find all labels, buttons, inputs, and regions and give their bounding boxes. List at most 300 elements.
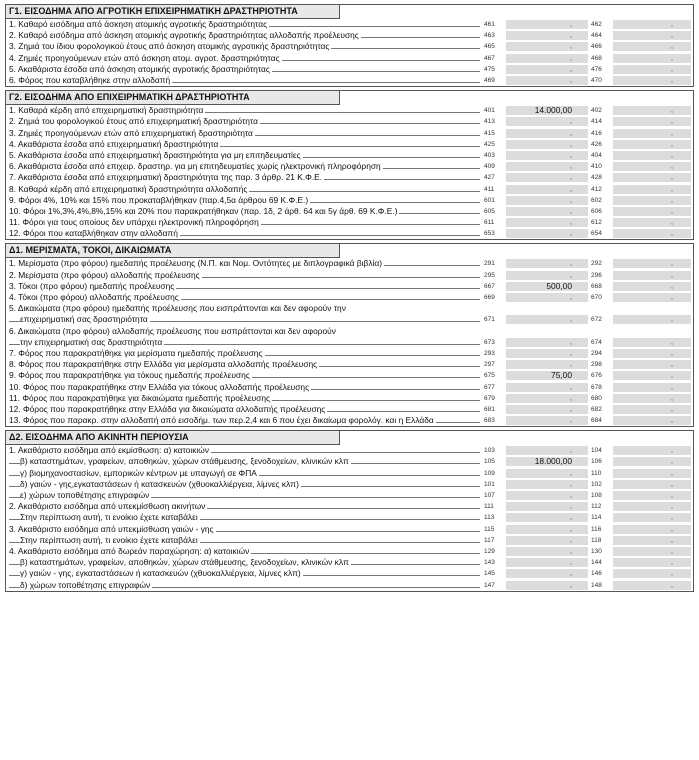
row-label-text: 9. Φόρος που παρακρατήθηκε για τόκους ημεδαπής προέλευσης (9, 370, 250, 381)
row-label-text: Στην περίπτωση αυτή, τι ενοίκιο έχετε καταβάλει (20, 512, 198, 523)
row-label (6, 568, 484, 579)
amount-field-primary[interactable] (506, 383, 588, 392)
field-code: 670 (591, 294, 602, 302)
row-label (6, 382, 484, 393)
form-row (6, 53, 693, 64)
amount-field-primary[interactable] (506, 581, 588, 590)
form-row (6, 445, 693, 456)
row-label-text: 4. Τόκοι (προ φόρου) αλλοδαπής προέλευσης (9, 292, 179, 303)
field-code: 470 (591, 77, 602, 85)
section-title: Γ1. ΕΙΣΟΔΗΜΑ ΑΠΟ ΑΓΡΟΤΙΚΗ ΕΠΙΧΕΙΡΗΜΑΤΙΚΗ ΔΡΑΣΤΗΡΙΟΤΗΤΑ (6, 5, 340, 19)
field-code: 680 (591, 394, 602, 402)
field-code: 667 (484, 282, 495, 290)
row-label (6, 217, 484, 228)
amount-field-secondary[interactable] (613, 383, 691, 392)
amount-field-secondary[interactable] (613, 207, 691, 216)
field-code: 109 (484, 469, 495, 477)
field-code: 105 (484, 458, 495, 466)
row-label-text: 1. Καθαρά κέρδη από επιχειρηματική δραστηριότητα (9, 105, 204, 116)
form-row (6, 579, 693, 590)
row-label-text: 1. Ακαθάριστο εισόδημα από εκμίσθωση: α) κατοικιών (9, 445, 209, 456)
form-row (6, 292, 693, 303)
form-row (6, 348, 693, 359)
field-code: 145 (484, 570, 495, 578)
field-code: 292 (591, 260, 602, 268)
row-label (6, 359, 484, 370)
field-code: 130 (591, 547, 602, 555)
field-code: 107 (484, 492, 495, 500)
field-code: 414 (591, 118, 602, 126)
field-code: 117 (484, 536, 495, 544)
field-code: 412 (591, 185, 602, 193)
amount-field-primary[interactable] (506, 162, 588, 171)
amount-field-primary[interactable] (506, 569, 588, 578)
amount-field-primary[interactable] (506, 207, 588, 216)
amount-field-secondary[interactable] (613, 76, 691, 85)
field-code: 682 (591, 405, 602, 413)
row-label-text: Στην περίπτωση αυτή, τι ενοίκιο έχετε καταβάλει (20, 534, 198, 545)
amount-field-secondary[interactable] (613, 349, 691, 358)
form-row (6, 41, 693, 52)
field-code: 462 (591, 21, 602, 29)
amount-field-secondary[interactable] (613, 117, 691, 126)
field-code: 612 (591, 219, 602, 227)
amount-field-secondary[interactable] (613, 129, 691, 138)
form-row (6, 105, 693, 116)
row-label-text: 4. Ακαθάριστα έσοδα από επιχειρηματική δραστηριότητα (9, 138, 219, 149)
amount-field-secondary[interactable] (613, 173, 691, 182)
row-label (6, 479, 484, 490)
row-label (6, 139, 484, 150)
form-row (6, 172, 693, 183)
form-section (5, 90, 694, 240)
form-row (6, 359, 693, 370)
amount-field-primary[interactable] (506, 513, 588, 522)
form-row (6, 116, 693, 127)
row-label-text: 5. Δικαιώματα (προ φόρου) ημεδαπής προέλευσης που εισπράττονται και δεν αφορούν την (9, 303, 346, 314)
section-title: Γ2. ΕΙΣΟΔΗΜΑ ΑΠΟ ΕΠΙΧΕΙΡΗΜΑΤΙΚΗ ΔΡΑΣΤΗΡΙΟΤΗΤΑ (6, 91, 340, 105)
amount-field-primary[interactable] (506, 315, 588, 324)
row-label (6, 524, 484, 535)
field-code: 295 (484, 271, 495, 279)
field-code: 683 (484, 417, 495, 425)
row-label-text: 8. Καθαρά κέρδη από επιχειρηματική δραστηριότητα αλλοδαπής (9, 183, 248, 194)
field-code: 653 (484, 230, 495, 238)
form-row (6, 393, 693, 404)
form-row (6, 75, 693, 86)
row-label-text: 10. Φόροι 1%,3%,4%,8%,15% και 20% που παρακρατήθηκαν (παρ. 1δ, 2 άρθ. 64 και 5γ άρθ. 69 Κ.Φ.Ε.) (9, 205, 398, 216)
amount-field-primary[interactable] (506, 140, 588, 149)
row-label-text: 12. Φόρος που παρακρατήθηκε στην Ελλάδα για δικαιώματα αλλοδαπής προέλευσης (9, 403, 326, 414)
field-code: 674 (591, 338, 602, 346)
amount-field-primary[interactable] (506, 196, 588, 205)
amount-field-primary[interactable] (506, 405, 588, 414)
amount-field-primary[interactable] (506, 54, 588, 63)
row-label (6, 490, 484, 501)
row-label (6, 184, 484, 195)
row-label (6, 404, 484, 415)
field-code: 402 (591, 107, 602, 115)
amount-field-secondary[interactable] (613, 558, 691, 567)
row-label-text: 2. Ακαθάριστο εισόδημα από υπεκμίσθωση ακινήτων (9, 501, 206, 512)
amount-field-primary[interactable] (506, 229, 588, 238)
row-label-text: ε) χώρων τοποθέτησης επιγραφών (20, 490, 150, 501)
row-label-text: 11. Φόροι για τους οποίους δεν υπάρχει ηλεκτρονική πληροφόρηση (9, 217, 259, 228)
row-label-text: 4. Ακαθάριστο εισόδημα από δωρεάν παραχώρηση: α) κατοικιών (9, 545, 250, 556)
amount-field-primary[interactable] (506, 185, 588, 194)
row-label (6, 161, 484, 172)
amount-field-secondary[interactable] (613, 20, 691, 29)
field-code: 425 (484, 140, 495, 148)
field-code: 606 (591, 207, 602, 215)
row-label-text: 5. Ακαθάριστα έσοδα από άσκηση ατομικής αγροτικής δραστηριότητας (9, 63, 270, 74)
row-label (6, 535, 484, 546)
form-row (6, 456, 693, 467)
amount-field-secondary[interactable] (613, 405, 691, 414)
form-row (6, 228, 693, 239)
form-section (5, 4, 694, 87)
amount-field-primary[interactable] (506, 360, 588, 369)
field-code: 605 (484, 207, 495, 215)
row-label (6, 281, 484, 292)
row-label-text: 1. Μερίσματα (προ φόρου) ημεδαπής προέλευσης (Ν.Π. και Νομ. Οντότητες με διπλογραφικά βιβλία) (9, 258, 383, 269)
amount-field-secondary[interactable] (613, 360, 691, 369)
amount-field-primary[interactable] (506, 349, 588, 358)
amount-field-primary[interactable] (506, 271, 588, 280)
row-label-text: β) καταστημάτων, γραφείων, αποθηκών, χώρων στάθμευσης, ξενοδοχείων, κλινικών κλπ (20, 456, 349, 467)
amount-field-secondary[interactable] (613, 106, 691, 115)
amount-field-primary[interactable]: 18.000,00 (506, 457, 588, 466)
field-code: 669 (484, 294, 495, 302)
section-title: Δ1. ΜΕΡΙΣΜΑΤΑ, ΤΟΚΟΙ, ΔΙΚΑΙΩΜΑΤΑ (6, 244, 340, 258)
row-label-text: β) καταστημάτων, γραφείων, αποθηκών, χώρων στάθμευσης, ξενοδοχείων, κλινικών κλπ (20, 557, 349, 568)
tax-form-page (5, 4, 694, 592)
amount-field-secondary[interactable] (613, 31, 691, 40)
form-row (6, 64, 693, 75)
field-code: 677 (484, 383, 495, 391)
form-row (6, 501, 693, 512)
amount-field-secondary[interactable] (613, 185, 691, 194)
row-label (6, 150, 484, 161)
form-row (6, 19, 693, 30)
amount-field-primary[interactable] (506, 42, 588, 51)
row-label (6, 456, 484, 467)
field-code: 678 (591, 383, 602, 391)
amount-field-primary[interactable] (506, 446, 588, 455)
field-code: 415 (484, 129, 495, 137)
amount-field-secondary[interactable] (613, 315, 691, 324)
field-code: 129 (484, 547, 495, 555)
row-label (6, 53, 484, 64)
field-code: 298 (591, 361, 602, 369)
row-label-text: δ) γαιών - γης,εγκαταστάσεων ή κατασκευών (χθυοκαλλιέργεια, λίμνες κλπ) (20, 478, 299, 489)
row-label-text: 4. Ζημιές προηγούμενων ετών από άσκηση ατομ. αγροτ. δραστηριότητας (9, 52, 280, 63)
row-label (6, 172, 484, 183)
form-row (6, 183, 693, 194)
amount-field-primary[interactable]: 14.000,00 (506, 106, 588, 115)
field-code: 602 (591, 196, 602, 204)
row-label (6, 468, 484, 479)
row-label (6, 228, 484, 239)
row-label (6, 19, 484, 30)
field-code: 675 (484, 372, 495, 380)
row-label-text: 8. Φόρος που παρακρατήθηκε στην Ελλάδα για μερίσματα αλλοδαπής προέλευσης (9, 359, 318, 370)
amount-field-primary[interactable] (506, 547, 588, 556)
row-label-text: 6. Δικαιώματα (προ φόρου) αλλοδαπής προέλευσης που εισπράττονται και δεν αφορούν (9, 325, 336, 336)
row-label (6, 292, 484, 303)
row-label (6, 116, 484, 127)
field-code: 143 (484, 559, 495, 567)
form-row (6, 381, 693, 392)
field-code: 404 (591, 151, 602, 159)
field-code: 111 (484, 503, 494, 511)
field-code: 413 (484, 118, 495, 126)
form-row (6, 30, 693, 41)
row-label (6, 393, 484, 404)
amount-field-primary[interactable] (506, 558, 588, 567)
row-label-text: 2. Καθαρό εισόδημα από άσκηση ατομικής αγροτικής δραστηριότητας αλλοδαπής προέλευσης (9, 30, 359, 41)
field-code: 467 (484, 54, 495, 62)
amount-field-secondary[interactable] (613, 218, 691, 227)
row-label-text: 3. Ακαθάριστο εισόδημα από υπεκμίσθωση γαιών - γης (9, 523, 214, 534)
amount-field-primary[interactable]: 75,00 (506, 371, 588, 380)
row-label (6, 206, 484, 217)
row-label (6, 128, 484, 139)
amount-field-primary[interactable]: 500,00 (506, 282, 588, 291)
field-code: 113 (484, 514, 495, 522)
amount-field-secondary[interactable] (613, 491, 691, 500)
row-label (6, 580, 484, 591)
form-row (6, 128, 693, 139)
field-code: 108 (591, 492, 602, 500)
field-code: 601 (484, 196, 495, 204)
field-code: 110 (591, 469, 602, 477)
field-code: 147 (484, 581, 495, 589)
field-code: 112 (591, 503, 602, 511)
field-code: 469 (484, 77, 495, 85)
amount-field-secondary[interactable] (613, 536, 691, 545)
amount-field-secondary[interactable] (613, 525, 691, 534)
amount-field-primary[interactable] (506, 525, 588, 534)
amount-field-secondary[interactable] (613, 480, 691, 489)
row-label (6, 30, 484, 41)
row-label-text: 13. Φόρος που παρακρ. στην αλλοδαπή από εισοδήμ. των περ.2,4 και 6 που έχει δικαίωμα φορολόγ. και η Ελλάδα (9, 415, 434, 426)
amount-field-secondary[interactable] (613, 162, 691, 171)
form-row (6, 568, 693, 579)
row-label-text: 3. Ζημιά του ίδιου φορολογικού έτους από άσκηση ατομικής αγροτικής δραστηριότητας (9, 41, 330, 52)
form-row (6, 314, 693, 325)
amount-field-secondary[interactable] (613, 569, 691, 578)
form-row (6, 281, 693, 292)
amount-field-primary[interactable] (506, 117, 588, 126)
field-code: 416 (591, 129, 602, 137)
amount-field-primary[interactable] (506, 259, 588, 268)
amount-field-primary[interactable] (506, 491, 588, 500)
field-code: 102 (591, 480, 602, 488)
amount-field-secondary[interactable] (613, 151, 691, 160)
form-row (6, 468, 693, 479)
row-label-text: 5. Ακαθάριστα έσοδα από επιχειρηματική δραστηριότητα για μη επιτηδευματίες (9, 149, 301, 160)
field-code: 294 (591, 349, 602, 357)
field-code: 411 (484, 185, 495, 193)
amount-field-secondary[interactable] (613, 338, 691, 347)
row-label-text: 6. Ακαθάριστα έσοδα από επιχειρ. δραστηρ. για μη επιτηδευματίες χωρίς ηλεκτρονική πληροφόρηση (9, 161, 381, 172)
field-code: 116 (591, 525, 602, 533)
field-code: 673 (484, 338, 495, 346)
amount-field-secondary[interactable] (613, 42, 691, 51)
field-code: 297 (484, 361, 495, 369)
amount-field-primary[interactable] (506, 129, 588, 138)
amount-field-secondary[interactable] (613, 65, 691, 74)
field-code: 426 (591, 140, 602, 148)
field-code: 115 (484, 525, 495, 533)
amount-field-primary[interactable] (506, 218, 588, 227)
field-code: 461 (484, 21, 495, 29)
amount-field-secondary[interactable] (613, 513, 691, 522)
amount-field-primary[interactable] (506, 31, 588, 40)
amount-field-secondary[interactable] (613, 581, 691, 590)
row-label (6, 326, 484, 337)
form-row (6, 404, 693, 415)
row-label-text: 10. Φόρος που παρακρατήθηκε στην Ελλάδα για τόκους αλλοδαπής προέλευσης (9, 381, 310, 392)
row-label (6, 303, 484, 314)
form-row (6, 490, 693, 501)
field-code: 296 (591, 271, 602, 279)
row-label (6, 270, 484, 281)
amount-field-primary[interactable] (506, 151, 588, 160)
form-row (6, 337, 693, 348)
amount-field-primary[interactable] (506, 536, 588, 545)
amount-field-primary[interactable] (506, 338, 588, 347)
amount-field-primary[interactable] (506, 502, 588, 511)
form-section (5, 430, 694, 591)
row-label-text: 3. Ζημιές προηγούμενων ετών από επιχειρηματική δραστηριότητα (9, 127, 253, 138)
row-label (6, 512, 484, 523)
amount-field-primary[interactable] (506, 293, 588, 302)
amount-field-secondary[interactable] (613, 547, 691, 556)
amount-field-secondary[interactable] (613, 196, 691, 205)
form-row (6, 512, 693, 523)
field-code: 681 (484, 405, 495, 413)
row-label-text: γ) βιομηχανοστασίων, εμπορικών κέντρων με υπαγωγή σε ΦΠΑ (20, 467, 257, 478)
form-row (6, 217, 693, 228)
field-code: 291 (484, 260, 495, 268)
amount-field-primary[interactable] (506, 76, 588, 85)
form-row (6, 258, 693, 269)
row-label (6, 258, 484, 269)
form-row (6, 557, 693, 568)
form-row (6, 326, 693, 337)
field-code: 464 (591, 32, 602, 40)
row-label-text: την επιχειρηματική σας δραστηριότητα (20, 336, 163, 347)
form-row (6, 150, 693, 161)
form-row (6, 479, 693, 490)
form-row (6, 370, 693, 381)
row-label-text: 9. Φόροι 4%, 10% και 15% που προκαταβλήθηκαν (παρ.4,5α άρθρου 69 Κ.Φ.Ε.) (9, 194, 309, 205)
field-code: 671 (484, 316, 495, 324)
row-label-text: 1. Καθαρό εισόδημα από άσκηση ατομικής αγροτικής δραστηριότητας (9, 19, 268, 30)
row-label-text: 12. Φόροι που καταβλήθηκαν στην αλλοδαπή (9, 228, 178, 239)
amount-field-primary[interactable] (506, 65, 588, 74)
field-code: 103 (484, 447, 495, 455)
field-code: 101 (484, 480, 495, 488)
amount-field-secondary[interactable] (613, 502, 691, 511)
form-section (5, 243, 694, 427)
form-row (6, 206, 693, 217)
form-row (6, 303, 693, 314)
row-label (6, 415, 484, 426)
row-label (6, 314, 484, 325)
amount-field-secondary[interactable] (613, 416, 691, 425)
amount-field-secondary[interactable] (613, 469, 691, 478)
field-code: 148 (591, 581, 602, 589)
amount-field-secondary[interactable] (613, 457, 691, 466)
amount-field-secondary[interactable] (613, 371, 691, 380)
row-label-text: 7. Φόρος που παρακρατήθηκε για μερίσματα ημεδαπής προέλευσης (9, 347, 263, 358)
amount-field-secondary[interactable] (613, 229, 691, 238)
amount-field-secondary[interactable] (613, 446, 691, 455)
field-code: 146 (591, 570, 602, 578)
amount-field-secondary[interactable] (613, 271, 691, 280)
field-code: 468 (591, 54, 602, 62)
amount-field-primary[interactable] (506, 480, 588, 489)
field-code: 428 (591, 174, 602, 182)
form-row (6, 270, 693, 281)
field-code: 676 (591, 372, 602, 380)
row-label-text: 2. Ζημιά του φορολογικού έτους από επιχειρηματική δραστηριότητα (9, 116, 258, 127)
amount-field-primary[interactable] (506, 469, 588, 478)
form-row (6, 546, 693, 557)
amount-field-secondary[interactable] (613, 282, 691, 291)
amount-field-secondary[interactable] (613, 293, 691, 302)
row-label-text: 11. Φόρος που παρακρατήθηκε για δικαιώματα ημεδαπής προέλευσης (9, 392, 271, 403)
amount-field-primary[interactable] (506, 416, 588, 425)
amount-field-secondary[interactable] (613, 54, 691, 63)
form-row (6, 139, 693, 150)
field-code: 401 (484, 107, 495, 115)
field-code: 611 (484, 219, 495, 227)
field-code: 475 (484, 65, 495, 73)
field-code: 684 (591, 417, 602, 425)
row-label-text: επιχειρηματική σας δραστηριότητα (20, 314, 148, 325)
field-code: 679 (484, 394, 495, 402)
form-row (6, 535, 693, 546)
field-code: 476 (591, 65, 602, 73)
amount-field-primary[interactable] (506, 173, 588, 182)
field-code: 106 (591, 458, 602, 466)
row-label (6, 348, 484, 359)
amount-field-secondary[interactable] (613, 394, 691, 403)
row-label-text: 2. Μερίσματα (προ φόρου) αλλοδαπής προέλευσης (9, 269, 200, 280)
row-label (6, 75, 484, 86)
row-label (6, 105, 484, 116)
field-code: 465 (484, 43, 495, 51)
field-code: 144 (591, 559, 602, 567)
section-title: Δ2. ΕΙΣΟΔΗΜΑ ΑΠΟ ΑΚΙΝΗΤΗ ΠΕΡΙΟΥΣΙΑ (6, 431, 340, 445)
row-label (6, 64, 484, 75)
amount-field-primary[interactable] (506, 394, 588, 403)
amount-field-secondary[interactable] (613, 259, 691, 268)
amount-field-primary[interactable] (506, 20, 588, 29)
row-label (6, 501, 484, 512)
field-code: 466 (591, 43, 602, 51)
row-label (6, 195, 484, 206)
row-label (6, 337, 484, 348)
amount-field-secondary[interactable] (613, 140, 691, 149)
field-code: 409 (484, 163, 495, 171)
form-row (6, 524, 693, 535)
row-label-text: 6. Φόρος που καταβλήθηκε στην αλλοδαπή (9, 75, 171, 86)
